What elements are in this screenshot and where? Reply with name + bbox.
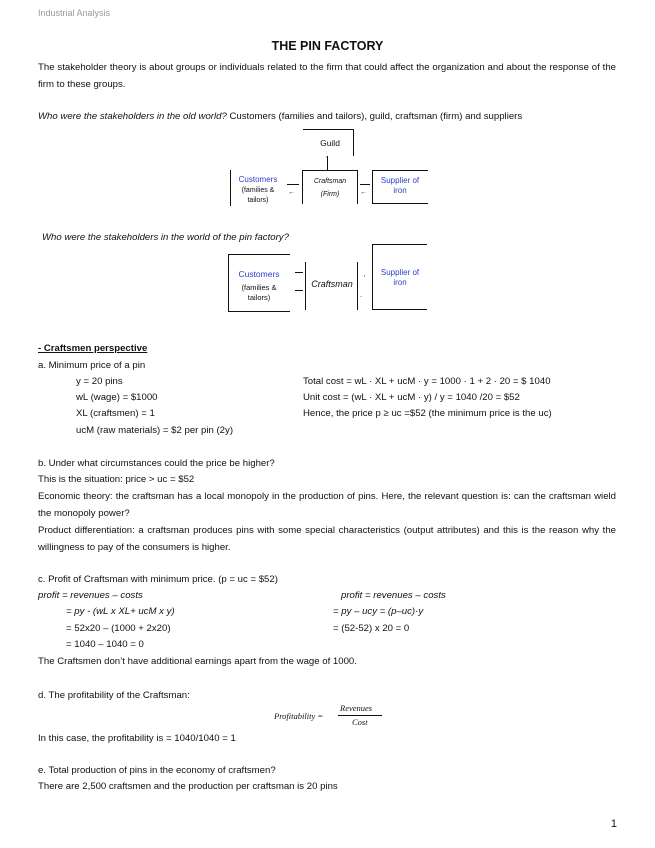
old-world-answer: Customers (families and tailors), guild, craftsman (firm) and suppliers bbox=[226, 111, 523, 122]
supplier-label: Supplier of iron bbox=[380, 176, 420, 195]
b-title: b. Under what circumstances could the price be higher? bbox=[38, 458, 275, 469]
d-title: d. The profitability of the Craftsman: bbox=[38, 690, 190, 701]
d-result: In this case, the profitability is = 1040/1040 = 1 bbox=[38, 733, 236, 744]
a-hence: Hence, the price p ≥ uc =$52 (the minimum price is the uc) bbox=[303, 408, 552, 419]
a-unit-cost: Unit cost = (wL · XL + ucM · y) / y = 1040 /20 = $52 bbox=[303, 392, 520, 403]
craftsman-sub-label: (Firm) bbox=[320, 191, 340, 198]
page-number: 1 bbox=[610, 818, 617, 830]
guild-dot: · bbox=[325, 154, 328, 161]
e-text: There are 2,500 craftsmen and the production per craftsman is 20 pins bbox=[38, 781, 338, 792]
supplier-label-2: Supplier of iron bbox=[380, 268, 420, 287]
new-world-question: Who were the stakeholders in the world of the pin factory? bbox=[42, 232, 289, 243]
c-left-3: = 52x20 – (1000 + 2x20) bbox=[66, 623, 171, 634]
craftsman-label: Craftsman bbox=[313, 178, 347, 185]
b-product-differentiation: Product differentiation: a craftsman produces pins with some special characteristics (output attributes) and this is the reason why the willingness to pay of the consumers is higher. bbox=[38, 525, 616, 553]
c-left-2: = py - (wL x XL+ ucM x y) bbox=[66, 606, 175, 617]
a-ucm: ucM (raw materials) = $2 per pin (2y) bbox=[76, 425, 234, 436]
c-right-2: = py – ucy = (p–uc)·y bbox=[333, 606, 424, 617]
e-title: e. Total production of pins in the economy of craftsmen? bbox=[38, 765, 276, 776]
a-total-cost: Total cost = wL · XL + ucM · y = 1000 · 1 + 2 · 20 = $ 1040 bbox=[303, 376, 551, 387]
customers-label: Customers bbox=[238, 175, 278, 184]
c-left-1: profit = revenues – costs bbox=[38, 590, 143, 601]
formula-numerator: Revenues bbox=[340, 703, 373, 713]
craftsman-label-2: Craftsman bbox=[311, 279, 353, 289]
customers-label-2: Customers bbox=[238, 269, 280, 279]
formula-denominator: Cost bbox=[352, 717, 368, 727]
b-situation: This is the situation: price > uc = $52 bbox=[38, 474, 195, 485]
c-left-4: = 1040 – 1040 = 0 bbox=[66, 639, 144, 650]
old-world-line bbox=[38, 111, 522, 122]
running-header: Industrial Analysis bbox=[38, 8, 111, 18]
dot-mark: . bbox=[360, 292, 362, 299]
section-title: - Craftsmen perspective bbox=[38, 343, 148, 354]
old-world-question: Who were the stakeholders in the old world? bbox=[38, 111, 227, 122]
guild-label: Guild bbox=[320, 138, 340, 148]
formula-lhs: Profitability = bbox=[274, 711, 324, 721]
a-title: a. Minimum price of a pin bbox=[38, 360, 146, 371]
page-title: THE PIN FACTORY bbox=[271, 39, 384, 53]
arrow-left-icon-2: ← bbox=[360, 189, 367, 196]
intro-paragraph: The stakeholder theory is about groups or individuals related to the firm that could affect the organization and about the response of the firm to these groups. bbox=[38, 62, 616, 90]
b-economic-theory: Economic theory: the craftsman has a local monopoly in the production of pins. Here, the relevant question is: can the craftsman wield the monopoly power? bbox=[38, 491, 616, 519]
c-note: The Craftsmen don’t have additional earnings apart from the wage of 1000. bbox=[38, 656, 357, 667]
customers-sub-label: (families & tailors) bbox=[241, 187, 275, 204]
arrow-left-icon: ← bbox=[288, 189, 295, 196]
c-title: c. Profit of Craftsman with minimum price. (p = uc = $52) bbox=[38, 574, 278, 585]
a-y: y = 20 pins bbox=[76, 376, 123, 387]
c-right-3: = (52-52) x 20 = 0 bbox=[333, 623, 410, 634]
tick-mark: ' bbox=[364, 275, 366, 282]
c-right-1: profit = revenues – costs bbox=[341, 590, 446, 601]
a-wl: wL (wage) = $1000 bbox=[76, 392, 158, 403]
customers-sub-label-2: (families & tailors) bbox=[241, 283, 277, 302]
a-xl: XL (craftsmen) = 1 bbox=[76, 408, 155, 419]
